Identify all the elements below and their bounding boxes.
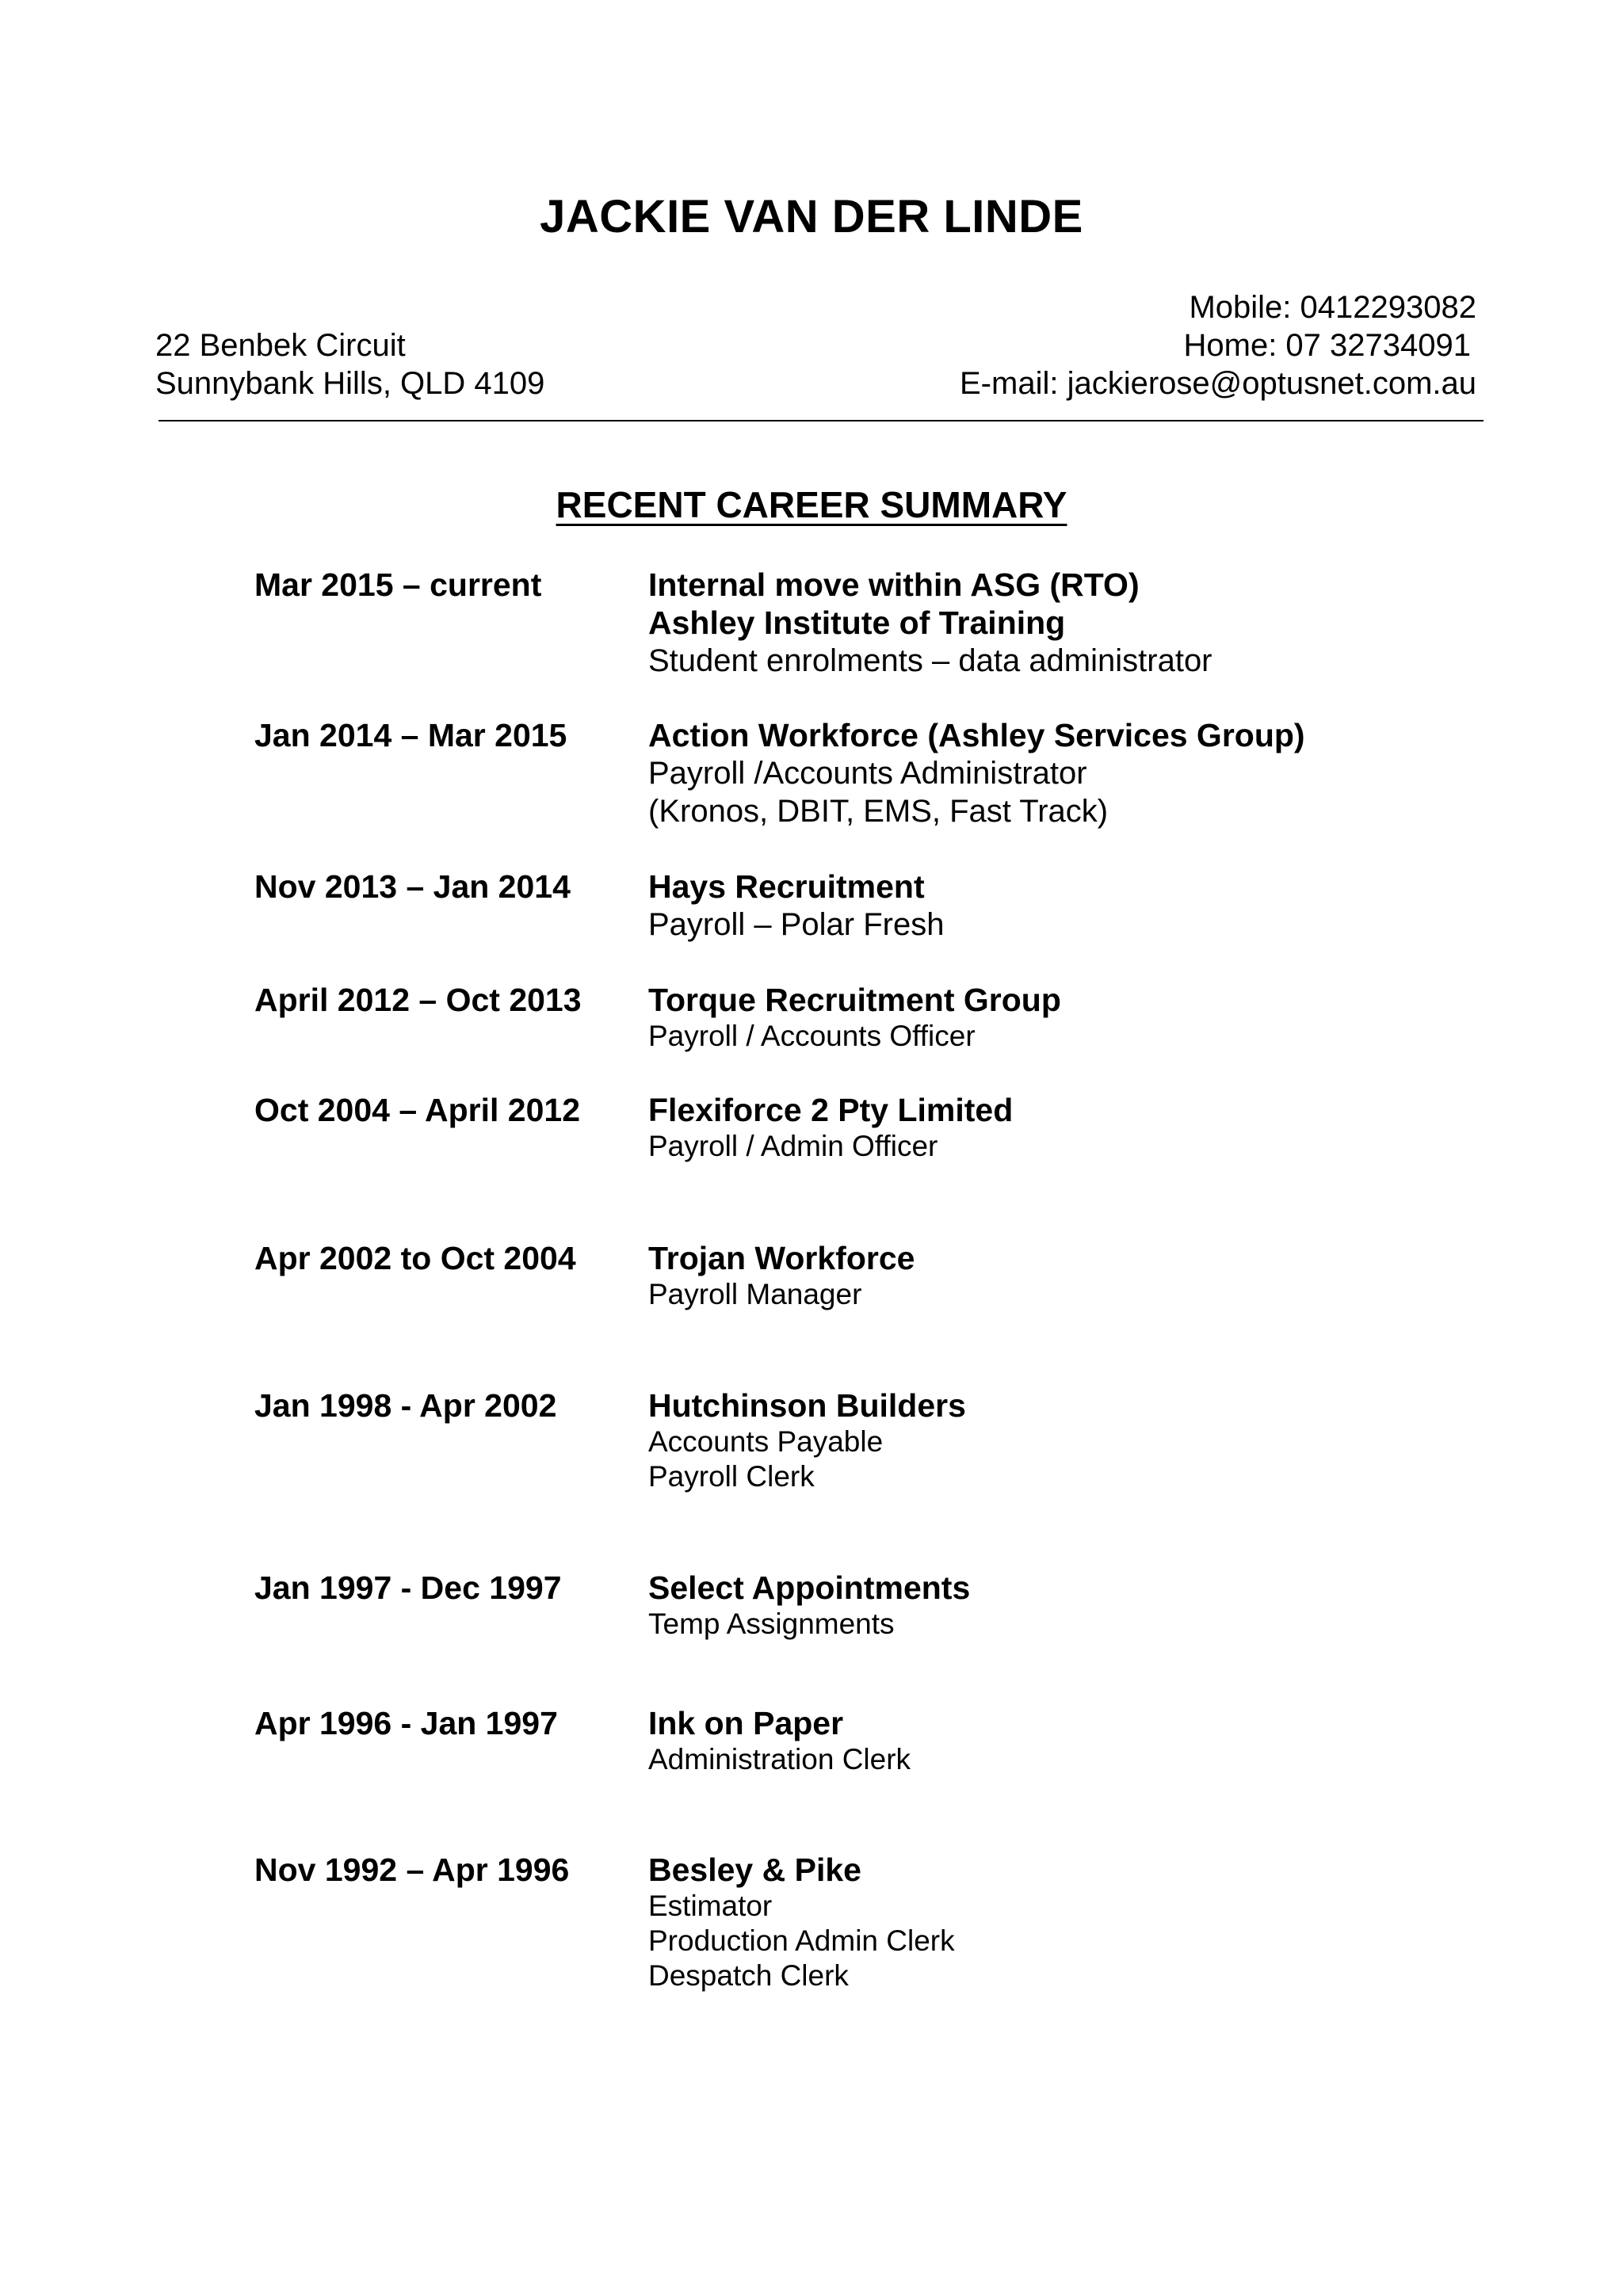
career-detail-line: Payroll Clerk [648, 1460, 815, 1493]
address-line-1: 22 Benbek Circuit [155, 328, 406, 363]
career-detail-line: Payroll /Accounts Administrator [648, 756, 1087, 791]
career-dates: Jan 1998 - Apr 2002 [254, 1387, 557, 1424]
employer-name: Torque Recruitment Group [648, 982, 1061, 1018]
employer-name: Ink on Paper [648, 1705, 844, 1741]
employer-name: Hutchinson Builders [648, 1387, 966, 1424]
career-details [648, 716, 1305, 830]
career-detail-line: Payroll – Polar Fresh [648, 907, 945, 942]
home-number: Home: 07 32734091 [1183, 328, 1471, 363]
career-dates: Apr 2002 to Oct 2004 [254, 1240, 576, 1276]
email-address: E-mail: jackierose@optusnet.com.au [960, 366, 1476, 401]
career-detail-line: Estimator [648, 1890, 773, 1922]
career-dates: Jan 1997 - Dec 1997 [254, 1569, 562, 1606]
career-detail-line: Payroll / Accounts Officer [648, 1020, 976, 1052]
career-details [648, 1704, 911, 1777]
career-details [648, 1239, 915, 1312]
career-detail-line: Accounts Payable [648, 1425, 884, 1458]
career-detail-line: Student enrolments – data administrator [648, 643, 1212, 678]
career-detail-line: Administration Clerk [648, 1743, 911, 1775]
employer-name: Select Appointments [648, 1569, 971, 1606]
career-detail-line: (Kronos, DBIT, EMS, Fast Track) [648, 794, 1109, 829]
employer-name: Besley & Pike [648, 1852, 861, 1888]
career-details [648, 981, 1061, 1054]
career-detail-line: Production Admin Clerk [648, 1924, 955, 1957]
career-dates: Nov 2013 – Jan 2014 [254, 868, 571, 905]
career-dates: Mar 2015 – current [254, 566, 542, 603]
career-dates: Jan 2014 – Mar 2015 [254, 717, 567, 753]
career-details [648, 868, 944, 944]
career-details [648, 1569, 970, 1642]
career-detail-line: Payroll Manager [648, 1278, 862, 1310]
career-detail-line: Ashley Institute of Training [648, 605, 1066, 641]
career-details [648, 566, 1212, 680]
mobile-number: Mobile: 0412293082 [1189, 290, 1476, 325]
career-detail-line: Temp Assignments [648, 1608, 895, 1640]
employer-name: Flexiforce 2 Pty Limited [648, 1092, 1014, 1128]
header-divider [158, 420, 1484, 421]
career-detail-line: Despatch Clerk [648, 1959, 849, 1992]
career-details [648, 1091, 1013, 1164]
employer-name: Trojan Workforce [648, 1240, 915, 1276]
career-dates: Apr 1996 - Jan 1997 [254, 1705, 558, 1741]
employer-name: Internal move within ASG (RTO) [648, 566, 1140, 603]
career-dates: Nov 1992 – Apr 1996 [254, 1852, 570, 1888]
candidate-name: JACKIE VAN DER LINDE [540, 191, 1083, 242]
career-dates: April 2012 – Oct 2013 [254, 982, 582, 1018]
career-details [648, 1386, 966, 1494]
career-dates: Oct 2004 – April 2012 [254, 1092, 581, 1128]
career-detail-line: Payroll / Admin Officer [648, 1130, 938, 1162]
address-line-2: Sunnybank Hills, QLD 4109 [155, 366, 545, 401]
career-details [648, 1851, 955, 1993]
section-title: RECENT CAREER SUMMARY [556, 484, 1067, 525]
employer-name: Hays Recruitment [648, 868, 925, 905]
employer-name: Action Workforce (Ashley Services Group) [648, 717, 1305, 753]
